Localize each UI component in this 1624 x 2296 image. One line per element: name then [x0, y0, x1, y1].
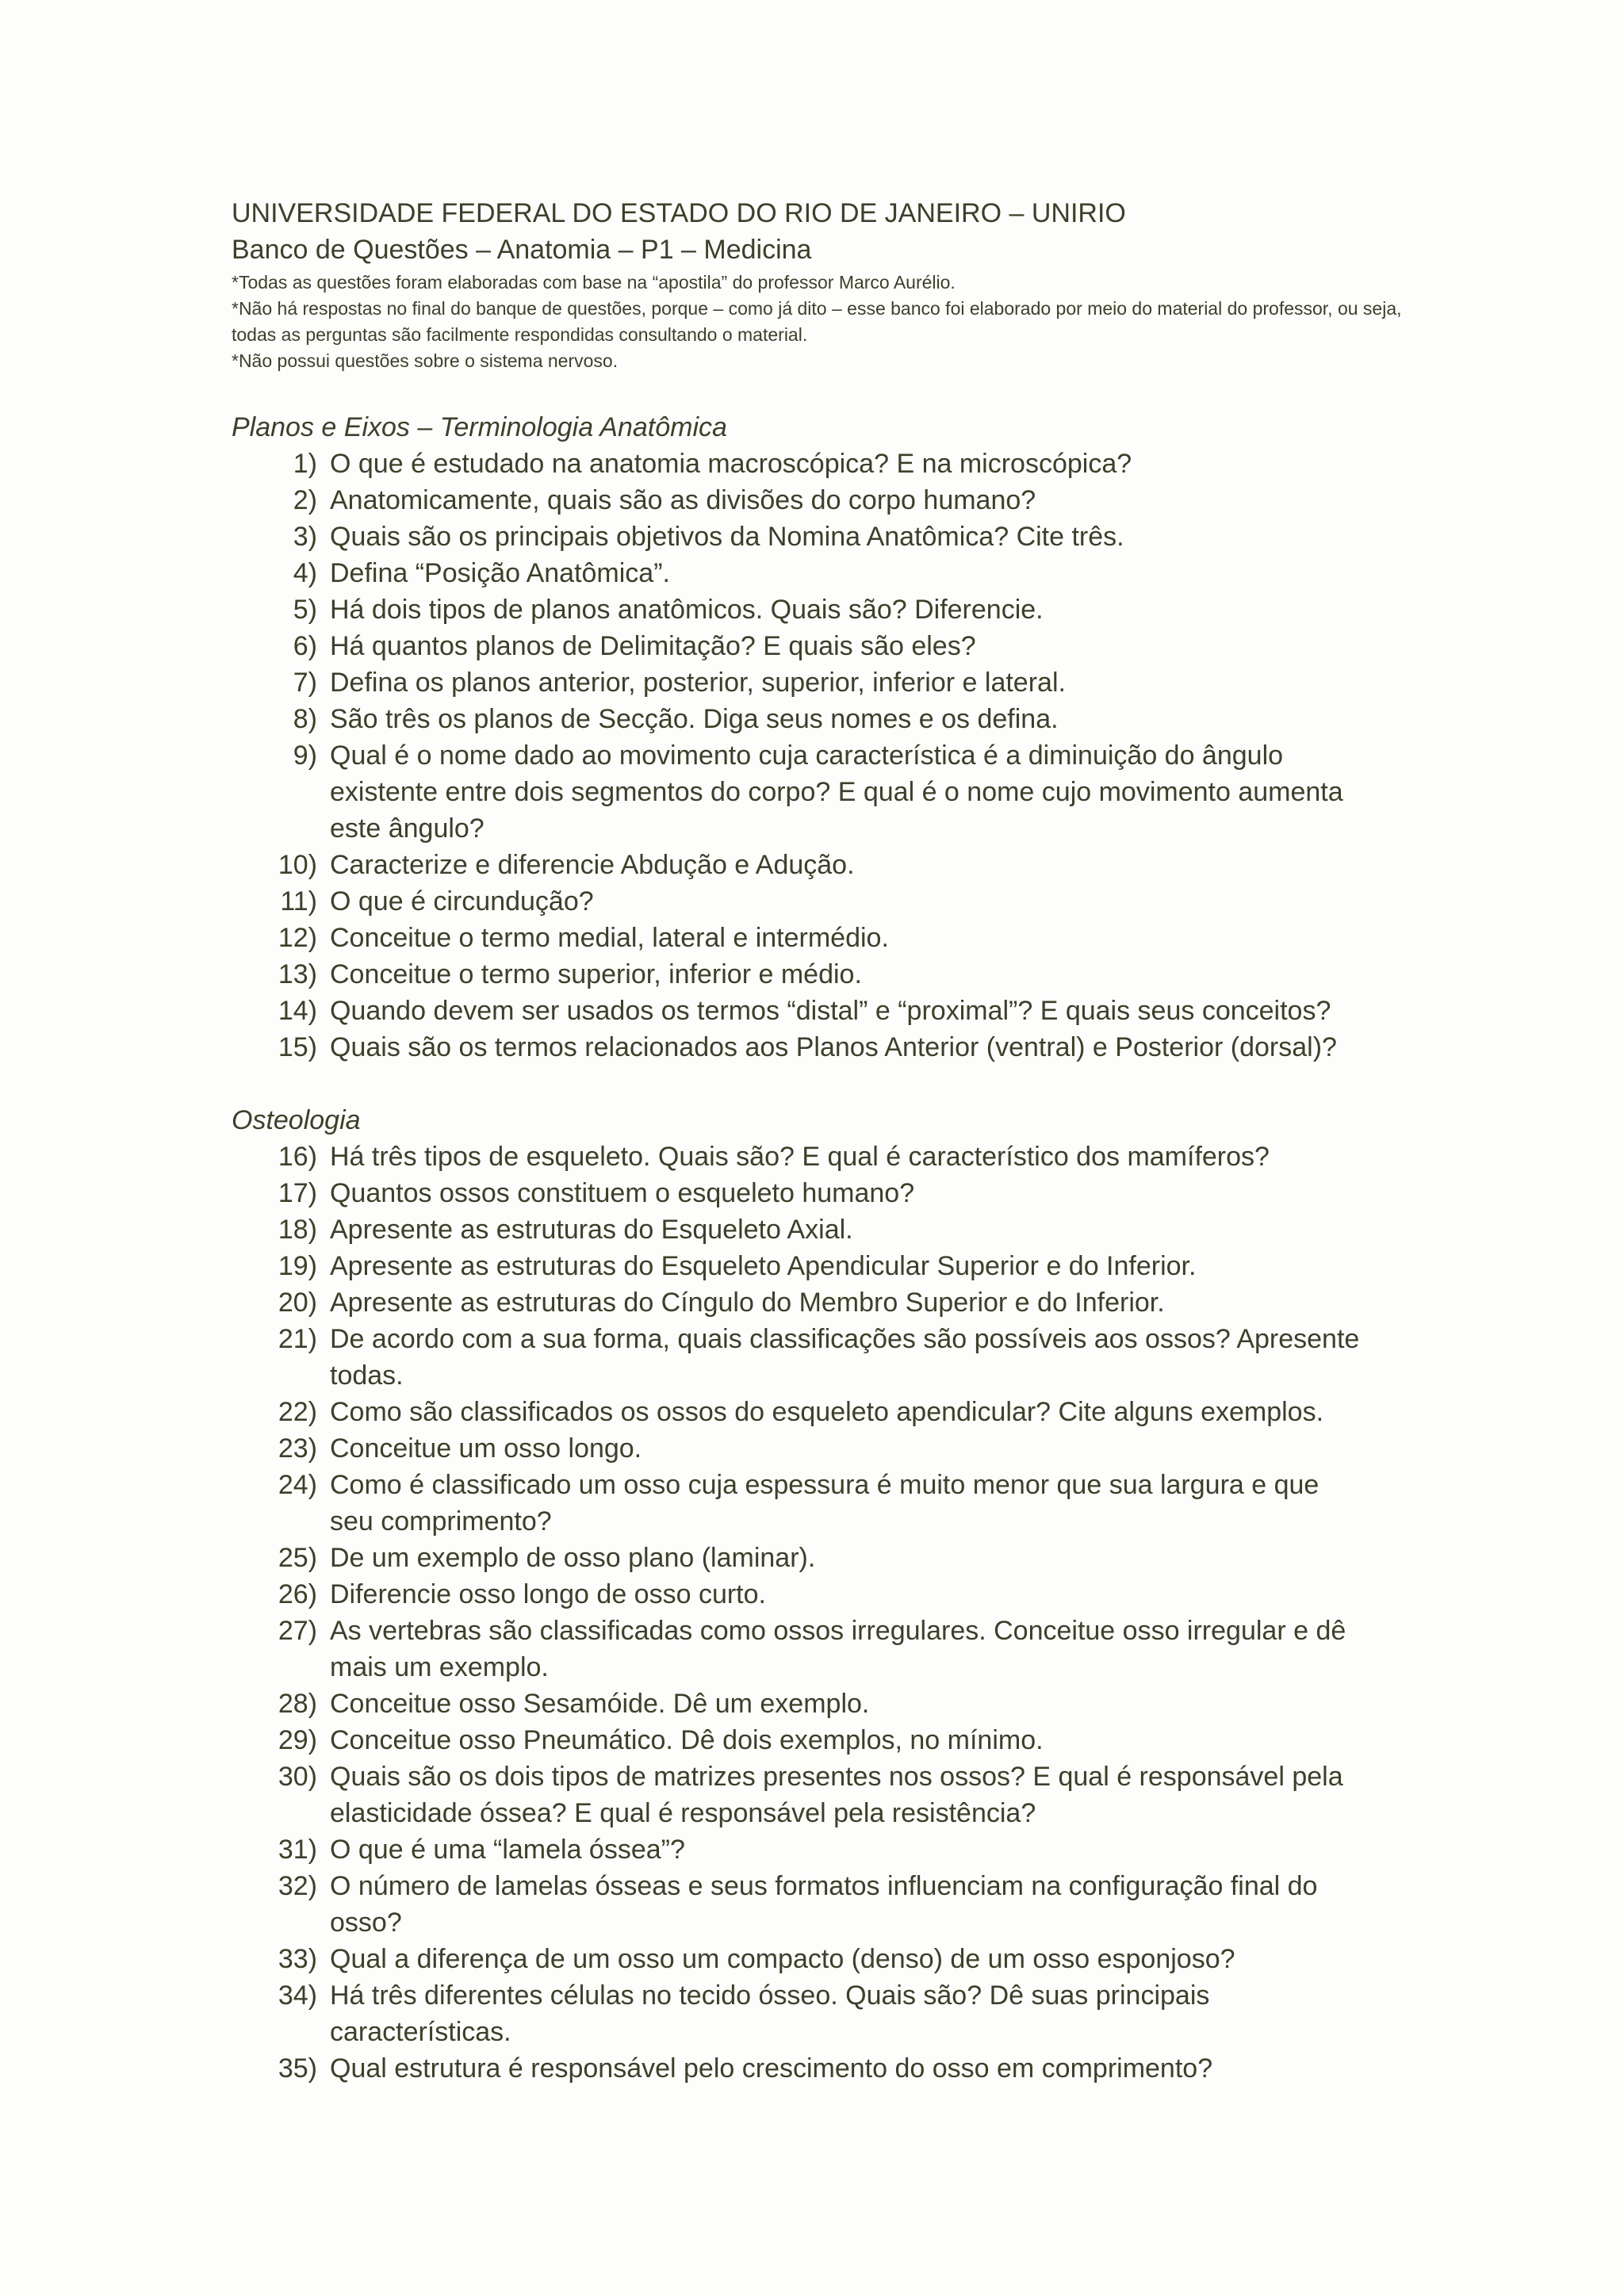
question-item: [232, 1321, 1405, 1394]
question-number: 22): [278, 1397, 317, 1427]
question-number: 24): [278, 1470, 317, 1500]
question-number: 7): [293, 668, 317, 698]
question-item: [232, 1831, 1405, 1868]
question-text: Conceitue osso Pneumático. Dê dois exemplos, no mínimo.: [330, 1725, 1044, 1755]
question-text: Conceitue um osso longo.: [330, 1433, 642, 1464]
question-text: Apresente as estruturas do Esqueleto Apendicular Superior e do Inferior.: [330, 1251, 1197, 1281]
question-item: [232, 920, 1405, 956]
question-number: 4): [293, 558, 317, 588]
question-number: 11): [280, 886, 317, 916]
question-text: Conceitue o termo superior, inferior e médio.: [330, 959, 862, 989]
question-number: 33): [278, 1944, 317, 1974]
question-text: Quando devem ser usados os termos “distal” e “proximal”? E quais seus conceitos?: [330, 996, 1331, 1026]
question-item: [232, 701, 1405, 737]
question-number: 30): [278, 1762, 317, 1792]
question-text: O que é uma “lamela óssea”?: [330, 1835, 685, 1865]
question-item: [232, 446, 1405, 482]
question-item: [232, 482, 1405, 519]
document-page: [232, 195, 1405, 2087]
question-text: O número de lamelas ósseas e seus formatos influenciam na configuração final do osso?: [330, 1871, 1318, 1938]
question-item: [232, 1138, 1405, 1175]
question-text: Apresente as estruturas do Cíngulo do Membro Superior e do Inferior.: [330, 1288, 1165, 1318]
question-number: 35): [278, 2053, 317, 2084]
question-text: Qual estrutura é responsável pelo crescimento do osso em comprimento?: [330, 2053, 1213, 2084]
question-item: [232, 1430, 1405, 1467]
question-text: Há dois tipos de planos anatômicos. Quais são? Diferencie.: [330, 595, 1044, 625]
university-name: UNIVERSIDADE FEDERAL DO ESTADO DO RIO DE JANEIRO – UNIRIO: [232, 198, 1126, 228]
question-item: [232, 1686, 1405, 1722]
question-item: [232, 1175, 1405, 1211]
question-number: 18): [278, 1215, 317, 1245]
question-item: [232, 1941, 1405, 1977]
notes-block: [232, 270, 1405, 374]
question-text: Apresente as estruturas do Esqueleto Axial.: [330, 1215, 853, 1245]
note-1: *Todas as questões foram elaboradas com base na “apostila” do professor Marco Aurélio.: [232, 272, 956, 293]
question-number: 31): [278, 1835, 317, 1865]
question-item: [232, 1394, 1405, 1430]
question-text: O que é circundução?: [330, 886, 594, 916]
question-number: 23): [278, 1433, 317, 1464]
question-text: Como são classificados os ossos do esqueleto apendicular? Cite alguns exemplos.: [330, 1397, 1324, 1427]
question-item: [232, 1613, 1405, 1686]
question-number: 2): [293, 485, 317, 515]
note-3: *Não possui questões sobre o sistema nervoso.: [232, 350, 619, 371]
question-item: [232, 1722, 1405, 1758]
question-list-osteologia: [232, 1138, 1405, 2087]
question-text: Qual a diferença de um osso um compacto (denso) de um osso esponjoso?: [330, 1944, 1235, 1974]
question-text: Quais são os principais objetivos da Nomina Anatômica? Cite três.: [330, 522, 1124, 552]
question-text: Anatomicamente, quais são as divisões do corpo humano?: [330, 485, 1036, 515]
question-item: [232, 1467, 1405, 1540]
question-list-planos-eixos: [232, 446, 1405, 1066]
question-item: [232, 956, 1405, 993]
question-text: Defina os planos anterior, posterior, superior, inferior e lateral.: [330, 668, 1066, 698]
question-text: Quantos ossos constituem o esqueleto humano?: [330, 1178, 915, 1208]
question-number: 6): [293, 631, 317, 661]
question-text: Quais são os dois tipos de matrizes presentes nos ossos? E qual é responsável pela elasticidade óssea? E qual é responsável pela resistência?: [330, 1762, 1343, 1828]
question-number: 21): [278, 1324, 317, 1354]
section-title-planos-eixos: Planos e Eixos – Terminologia Anatômica: [232, 412, 727, 442]
document-subtitle: Banco de Questões – Anatomia – P1 – Medicina: [232, 235, 812, 265]
question-number: 10): [278, 850, 317, 880]
question-item: [232, 847, 1405, 883]
question-item: [232, 1029, 1405, 1066]
question-item: [232, 519, 1405, 555]
section-title-osteologia: Osteologia: [232, 1105, 361, 1135]
question-text: São três os planos de Secção. Diga seus nomes e os defina.: [330, 704, 1059, 734]
question-number: 34): [278, 1980, 317, 2011]
question-text: Caracterize e diferencie Abdução e Adução.: [330, 850, 855, 880]
question-text: Diferencie osso longo de osso curto.: [330, 1579, 766, 1609]
question-text: O que é estudado na anatomia macroscópica? E na microscópica?: [330, 449, 1132, 479]
question-text: Conceitue osso Sesamóide. Dê um exemplo.: [330, 1689, 870, 1719]
question-text: Conceitue o termo medial, lateral e intermédio.: [330, 923, 889, 953]
question-item: [232, 2050, 1405, 2087]
question-number: 1): [293, 449, 317, 479]
question-number: 5): [293, 595, 317, 625]
question-number: 26): [278, 1579, 317, 1609]
question-number: 20): [278, 1288, 317, 1318]
question-number: 29): [278, 1725, 317, 1755]
question-number: 12): [278, 923, 317, 953]
question-item: [232, 1977, 1405, 2050]
question-text: Há quantos planos de Delimitação? E quais são eles?: [330, 631, 976, 661]
question-number: 8): [293, 704, 317, 734]
question-text: Há três tipos de esqueleto. Quais são? E qual é característico dos mamíferos?: [330, 1142, 1270, 1172]
question-item: [232, 591, 1405, 628]
question-item: [232, 664, 1405, 701]
question-number: 17): [278, 1178, 317, 1208]
question-text: De acordo com a sua forma, quais classificações são possíveis aos ossos? Apresente todas.: [330, 1324, 1360, 1391]
question-item: [232, 883, 1405, 920]
question-item: [232, 1211, 1405, 1248]
question-item: [232, 1540, 1405, 1576]
question-number: 25): [278, 1543, 317, 1573]
question-number: 14): [278, 996, 317, 1026]
question-item: [232, 1758, 1405, 1831]
question-number: 16): [278, 1142, 317, 1172]
question-number: 27): [278, 1616, 317, 1646]
question-number: 15): [278, 1032, 317, 1062]
question-item: [232, 628, 1405, 664]
question-text: As vertebras são classificadas como ossos irregulares. Conceitue osso irregular e dê mais um exemplo.: [330, 1616, 1346, 1682]
question-item: [232, 1576, 1405, 1613]
question-text: Como é classificado um osso cuja espessura é muito menor que sua largura e que seu comprimento?: [330, 1470, 1320, 1536]
question-number: 32): [278, 1871, 317, 1901]
question-item: [232, 737, 1405, 847]
question-text: Qual é o nome dado ao movimento cuja característica é a diminuição do ângulo existente entre dois segmentos do corpo? E qual é o nome cujo movimento aumenta este ângulo?: [330, 740, 1343, 844]
question-number: 13): [278, 959, 317, 989]
question-item: [232, 1248, 1405, 1284]
question-text: Quais são os termos relacionados aos Planos Anterior (ventral) e Posterior (dorsal)?: [330, 1032, 1337, 1062]
question-item: [232, 993, 1405, 1029]
question-number: 28): [278, 1689, 317, 1719]
question-text: Há três diferentes células no tecido ósseo. Quais são? Dê suas principais características.: [330, 1980, 1210, 2047]
question-number: 19): [278, 1251, 317, 1281]
question-item: [232, 1284, 1405, 1321]
question-text: De um exemplo de osso plano (laminar).: [330, 1543, 816, 1573]
question-item: [232, 1868, 1405, 1941]
question-number: 3): [293, 522, 317, 552]
question-text: Defina “Posição Anatômica”.: [330, 558, 670, 588]
question-item: [232, 555, 1405, 591]
note-2: *Não há respostas no final do banque de questões, porque – como já dito – esse banco foi elaborado por meio do material do professor, ou seja, todas as perguntas são facilmente respondidas consultando o material.: [232, 298, 1402, 345]
question-number: 9): [293, 740, 317, 771]
